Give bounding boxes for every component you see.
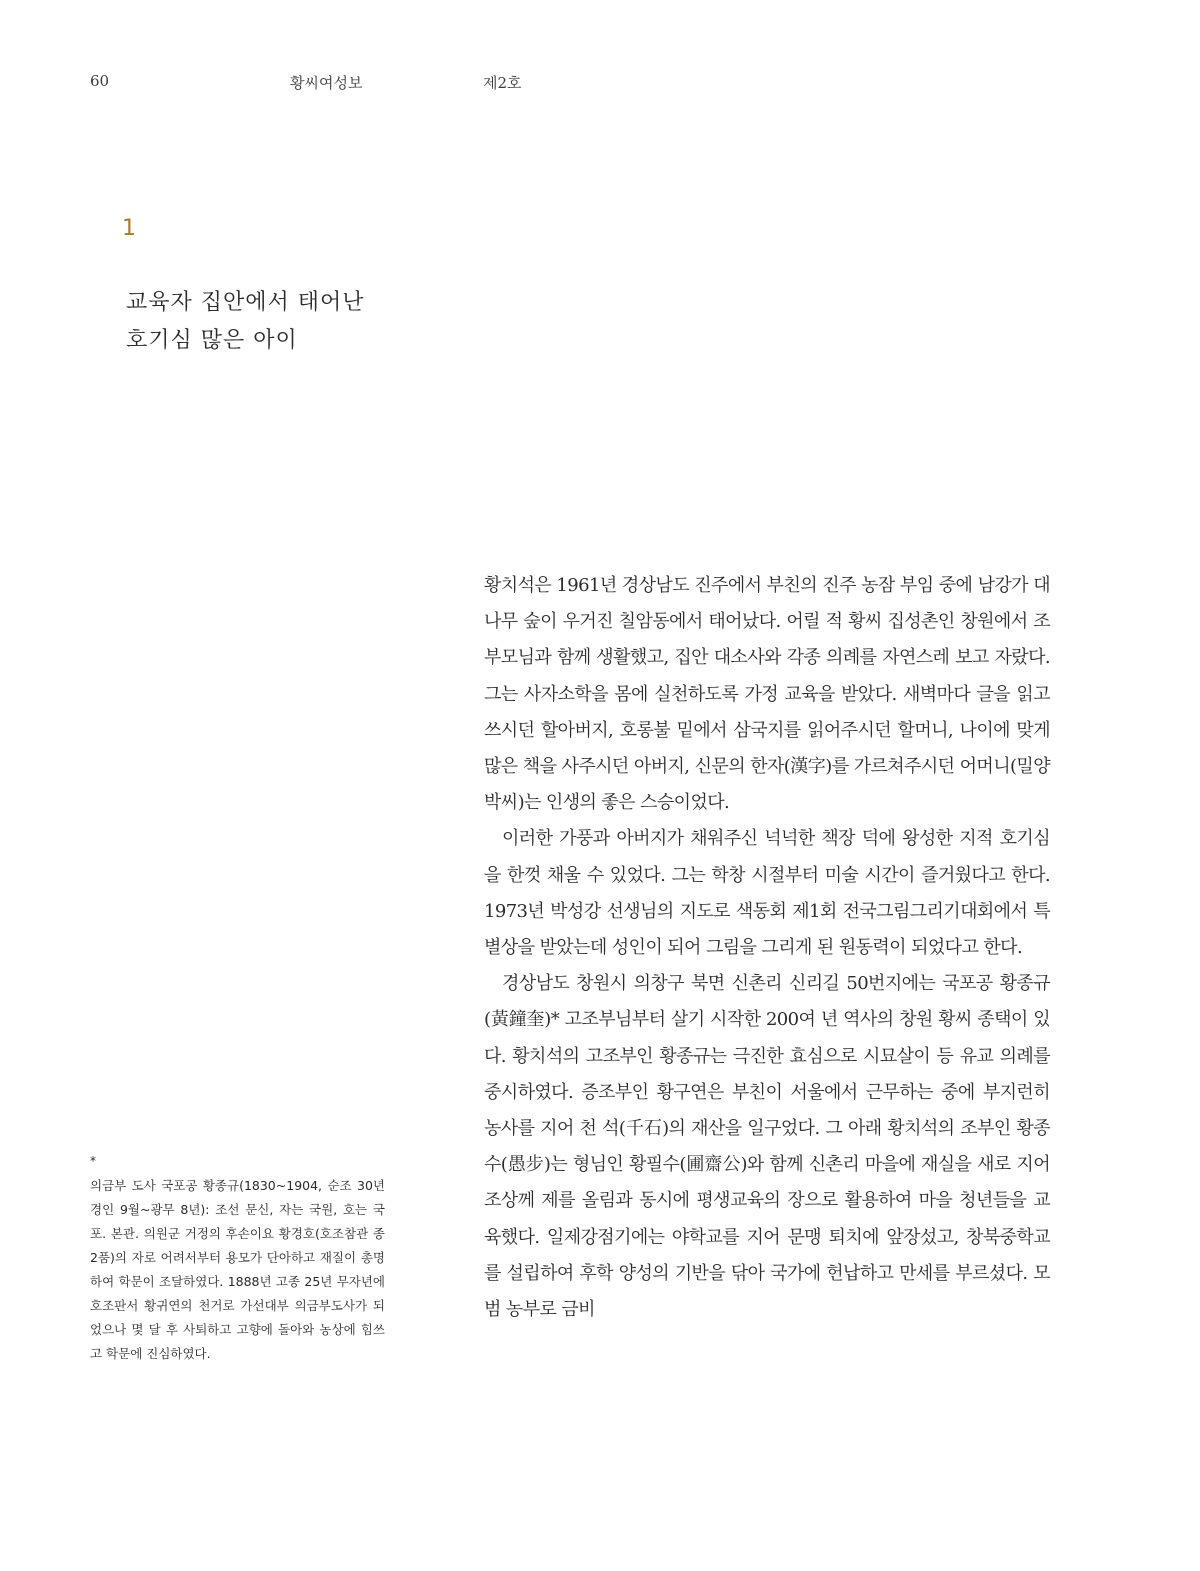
chapter-title-line: 교육자 집안에서 태어난 [126, 290, 365, 315]
body-paragraph: 이러한 가풍과 아버지가 채워주신 넉넉한 책장 덕에 왕성한 지적 호기심을 한껏 채울 수 있었다. 그는 학창 시절부터 미술 시간이 즐거웠다고 한다. 1973년 박성강 선생님의 지도로 색동회 제1회 전국그림그리기대회에서 특별상을 받았는데 성인이 되어 그림을 그리게 된 원동력이 되었다고 한다. [484, 828, 1050, 959]
section-number: 1 [122, 216, 136, 241]
footnote-marker: * [90, 1154, 96, 1168]
footnote [90, 1152, 385, 1366]
issue-number: 제2호 [483, 74, 522, 92]
running-header [0, 72, 1200, 96]
body-text [484, 568, 1050, 1328]
chapter-title-line: 호기심 많은 아이 [126, 328, 298, 353]
body-paragraph: 경상남도 창원시 의창구 북면 신촌리 신리길 50번지에는 국포공 황종규(黃鐘奎)* 고조부님부터 살기 시작한 200여 년 역사의 창원 황씨 종택이 있다. 황치석의 고조부인 황종규는 극진한 효심으로 시묘살이 등 유교 의례를 중시하였다. 증조부인 황구연은 부친이 서울에서 근무하는 중에 부지런히 농사를 지어 천 석(千石)의 재산을 일구었다. 그 아래 황치석의 조부인 황종수(愚步)는 형님인 황필수(圃齋公)와 함께 신촌리 마을에 재실을 새로 지어 조상께 제를 올림과 동시에 평생교육의 장으로 활용하여 마을 청년들을 교육했다. 일제강점기에는 야학교를 지어 문맹 퇴치에 앞장섰고, 창북중학교를 설립하여 후학 양성의 기반을 닦아 국가에 헌납하고 만세를 부르셨다. 모범 농부로 금비 [484, 973, 1050, 1321]
body-paragraph: 황치석은 1961년 경상남도 진주에서 부친의 진주 농잠 부임 중에 남강가 대나무 숲이 우거진 칠암동에서 태어났다. 어릴 적 황씨 집성촌인 창원에서 조부모님과 함께 생활했고, 집안 대소사와 각종 의례를 자연스레 보고 자랐다. 그는 사자소학을 몸에 실천하도록 가정 교육을 받았다. 새벽마다 글을 읽고 쓰시던 할아버지, 호롱불 밑에서 삼국지를 읽어주시던 할머니, 나이에 맞게 많은 책을 사주시던 아버지, 신문의 한자(漢字)를 가르쳐주시던 어머니(밀양 박씨)는 인생의 좋은 스승이었다. [484, 575, 1050, 814]
footnote-text: 의금부 도사 국포공 황종규(1830~1904, 순조 30년 경인 9월~광무 8년): 조선 문신, 자는 국원, 호는 국포. 본관. 의원군 거정의 후손이요 황경호(호조참관 종2품)의 자로 어려서부터 용모가 단아하고 재질이 총명하여 학문이 조달하였다. 1888년 고종 25년 무자년에 호조판서 황귀연의 천거로 가선대부 의금부도사가 되었으나 몇 달 후 사퇴하고 고향에 돌아와 농상에 힘쓰고 학문에 진심하였다. [90, 1178, 385, 1361]
chapter-title [126, 284, 446, 360]
publication-title: 황씨여성보 [290, 74, 363, 92]
page-number: 60 [90, 72, 110, 90]
